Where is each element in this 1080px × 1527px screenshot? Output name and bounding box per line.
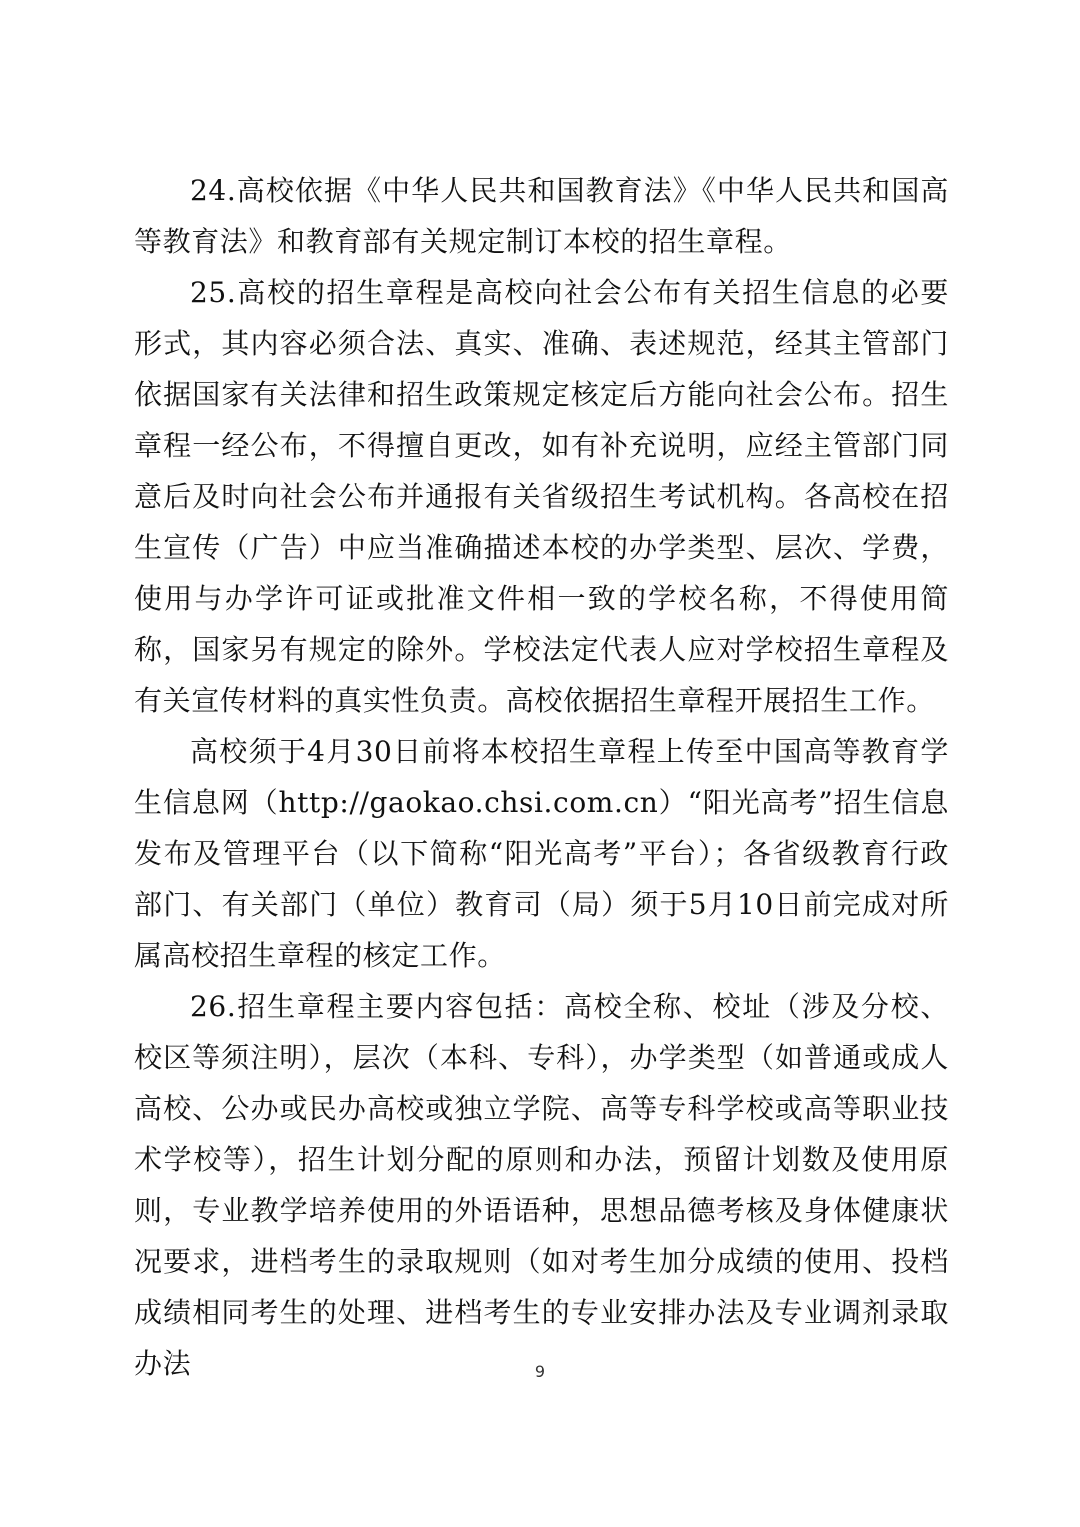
paragraph-25: 25.高校的招生章程是高校向社会公布有关招生信息的必要形式，其内容必须合法、真实、准确、表述规范，经其主管部门依据国家有关法律和招生政策规定核定后方能向社会公布。招生章程一经公布，不得擅自更改，如有补充说明，应经主管部门同意后及时向社会公布并通报有关省级招生考试机构。各高校在招生宣传（广告）中应当准确描述本校的办学类型、层次、学费，使用与办学许可证或批准文件相一致的学校名称，不得使用简称，国家另有规定的除外。学校法定代表人应对学校招生章程及有关宣传材料的真实性负责。高校依据招生章程开展招生工作。: [134, 276, 949, 717]
paragraph-26: 26.招生章程主要内容包括：高校全称、校址（涉及分校、校区等须注明），层次（本科、专科），办学类型（如普通或成人高校、公办或民办高校或独立学院、高等专科学校或高等职业技术学校等），招生计划分配的原则和办法，预留计划数及使用原则，专业教学培养使用的外语语种，思想品德考核及身体健康状况要求，进档考生的录取规则（如对考生加分成绩的使用、投档成绩相同考生的处理、进档考生的专业安排办法及专业调剂录取办法: [134, 990, 949, 1380]
paragraph-24: 24.高校依据《中华人民共和国教育法》《中华人民共和国高等教育法》和教育部有关规定制订本校的招生章程。: [134, 174, 949, 258]
document-body: [134, 165, 949, 1389]
paragraph-25-deadline: 高校须于4月30日前将本校招生章程上传至中国高等教育学生信息网（http://gaokao.chsi.com.cn）“阳光高考”招生信息发布及管理平台（以下简称“阳光高考”平台）；各省级教育行政部门、有关部门（单位）教育司（局）须于5月10日前完成对所属高校招生章程的核定工作。: [134, 735, 949, 972]
page-number: 9: [534, 1362, 546, 1381]
